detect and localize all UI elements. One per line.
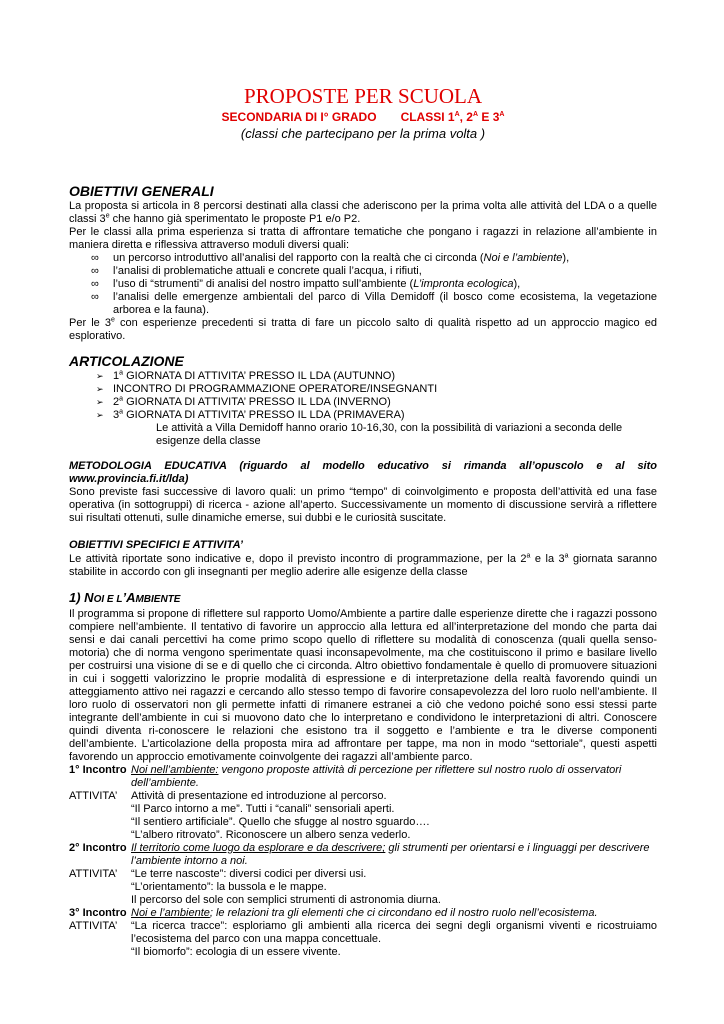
paragraph: Sono previste fasi successive di lavoro quali: un primo “tempo” di coinvolgimento e proposta dell’attività ed una fase operativa (in sottogruppi) di ricerca - azione all’aperto. Successivamente un momento di discussione servirà a riflettere sui risultati ottenuti, sulle dinamiche emerse, sui dubbi e le curiosità suscitate.	[69, 486, 657, 524]
section-heading-articolazione: ARTICOLAZIONE	[69, 353, 184, 369]
meeting-2	[69, 842, 657, 868]
meeting-1	[69, 764, 657, 790]
text: 1)	[69, 590, 85, 605]
paragraph	[69, 553, 657, 579]
text: 1	[113, 370, 120, 382]
text: e la 3	[530, 553, 565, 565]
activity-block	[69, 790, 657, 842]
document-page	[69, 84, 657, 959]
text	[131, 907, 657, 920]
text: gli strumenti per orientarsi e i linguaggi per descrivere l’ambiente intorno a noi.	[131, 842, 650, 867]
activity-lines	[131, 868, 657, 907]
infinity-bullet-icon: ∞	[91, 291, 99, 303]
list-item	[69, 409, 657, 422]
text: un percorso introduttivo all’analisi del rapporto con la realtà che ci circonda (	[113, 252, 484, 264]
list-item	[69, 396, 657, 409]
infinity-bullet-icon: ∞	[91, 252, 99, 264]
page-subnote: (classi che partecipano per la prima volta )	[240, 126, 486, 141]
superscript: e	[105, 212, 110, 220]
methodology-heading	[69, 460, 657, 486]
text: L’impronta ecologica	[413, 278, 514, 290]
activity-line: “Il Parco intorno a me”. Tutti i “canali” sensoriali aperti.	[131, 803, 395, 815]
section-heading-obiettivi: OBIETTIVI GENERALI	[69, 183, 214, 199]
list-item	[69, 278, 657, 291]
activity-line: “L’orientamento”: la bussola e le mappe.	[131, 881, 327, 893]
activity-line: “L’albero ritrovato”. Riconoscere un albero senza vederlo.	[131, 829, 411, 841]
text: giornata saranno stabilite in accordo con gli insegnanti per meglio aderire alle esigenze della classe	[69, 553, 657, 578]
infinity-bullet-icon: ∞	[91, 265, 99, 277]
superscript: A	[454, 111, 460, 118]
text: (riguardo al modello educativo si rimanda all’opuscolo e al sito www.provincia.fi.it/lda)	[69, 460, 657, 485]
text: l’analisi delle emergenze ambientali del parco di Villa Demidoff (il bosco come ecosistema, la vegetazione arborea e la fauna).	[113, 291, 657, 316]
activity-line: “Il biomorfo”: ecologia di un essere vivente.	[131, 946, 341, 958]
text: OI E L	[93, 594, 123, 605]
text: che hanno già sperimentato le proposte P1 e/o P2.	[109, 213, 361, 225]
schedule-list	[69, 370, 657, 422]
text: ),	[513, 278, 521, 290]
text: ’A	[122, 590, 136, 605]
subtitle-grade: SECONDARIA DI I° GRADO	[221, 110, 377, 124]
superscript: a	[526, 552, 531, 560]
page-subtitle	[69, 110, 657, 125]
text: l’analisi di problematiche attuali e concrete quali l’acqua, i rifiuti,	[113, 265, 422, 277]
list-item	[69, 383, 657, 396]
text: GIORNATA DI ATTIVITA’ PRESSO IL LDA (AUTUNNO)	[123, 370, 396, 382]
activity-line: Attività di presentazione ed introduzione al percorso.	[131, 790, 387, 802]
infinity-bullet-icon: ∞	[91, 278, 99, 290]
superscript: e	[111, 316, 115, 324]
text: METODOLOGIA EDUCATIVA	[69, 460, 227, 472]
meeting-3	[69, 907, 657, 920]
superscript: A	[499, 111, 505, 118]
meeting-row	[69, 842, 657, 868]
schedule-note: Le attività a Villa Demidoff hanno orario 10-16,30, con la possibilità di variazioni a seconda delle esigenze della classe	[156, 422, 623, 447]
activity-line: “Il sentiero artificiale”. Quello che sfugge al nostro sguardo….	[131, 816, 430, 828]
paragraph: Per le classi alla prima esperienza si tratta di affrontare tematiche che pongano i ragazzi in relazione all’ambiente in maniera diretta e riflessiva attraverso moduli diversi quali:	[69, 226, 657, 251]
paragraph	[69, 317, 657, 343]
text: GIORNATA DI ATTIVITA’ PRESSO IL LDA (INVERNO)	[123, 396, 391, 408]
text: Noi nell’ambiente:	[131, 764, 219, 776]
text: vengono proposte attività di percezione per riflettere sul nostro ruolo di osservatori dell’ambiente.	[131, 764, 622, 789]
text: Per le 3	[69, 317, 112, 329]
list-item	[69, 291, 657, 317]
text: Il territorio come luogo da esplorare e da descrivere;	[131, 842, 386, 854]
arrow-bullet-icon: ➢	[96, 397, 104, 407]
text: ; le relazioni tra gli elementi che ci circondano ed il nostro ruolo nell’ecosistema.	[209, 907, 598, 919]
superscript: a	[119, 395, 124, 403]
superscript: A	[472, 111, 479, 118]
text	[131, 764, 657, 790]
superscript: a	[564, 552, 569, 560]
text: INCONTRO DI PROGRAMMAZIONE OPERATORE/INSEGNANTI	[113, 383, 438, 395]
activity-label: ATTIVITA’	[69, 920, 118, 932]
text: La proposta si articola in 8 percorsi destinati alla classi che aderiscono per la prima volta alle attività del LDA o a quelle classi 3	[69, 200, 657, 225]
objectives-list	[69, 252, 657, 317]
activity-lines	[131, 920, 657, 959]
paragraph: Il programma si propone di riflettere sul rapporto Uomo/Ambiente a partire dalle esperienze dirette che i ragazzi possono compiere nell’ambiente. Il tentativo di favorire un approccio alla lettura ed all’interpretazione del mondo che parta dai sensi e dai canali percettivi ha come primo scopo quello di riflettere su modalità di conoscenza (quali quella senso-motoria) che di norma vengono sperimentate quasi inconsapevolmente, ma che costituiscono il primo e basilare livello per costruirsi una visione di se e di quello che ci circonda. Altro obiettivo fondamentale è quello di promuovere situazioni in cui i soggetti valorizzino le proprie modalità di espressione e di interpretazione della realtà favorendo quindi un atteggiamento attivo nei ragazzi e cercando allo stesso tempo di favorire consapevolezza del loro ruolo nell’ambiente. Il loro ruolo di osservatori non gli permette infatti di rimanere estranei a ciò che vedono poiché sono essi stessi parte integrante dell’ambiente in cui si muovono dato che lo interpretano e condividono le interpretazioni di altri. Conoscere quindi diventa ri-conoscere le relazioni che esistono tra il soggetto e l’ambiente e tra le diverse componenti dell’ambiente. L’articolazione della proposta mira ad affrontare per tappe, ma non in modo “settoriale”, questi aspetti favorendo un approccio emotivamente coinvolgente dei ragazzi all’ambiente parco.	[69, 608, 657, 763]
list-item	[69, 265, 657, 278]
section-heading-noi	[69, 590, 657, 608]
text: 3	[113, 409, 120, 421]
page-title: PROPOSTE PER SCUOLA	[243, 84, 483, 108]
activity-line: “Le terre nascoste”: diversi codici per diversi usi.	[131, 868, 367, 880]
text: N	[84, 590, 94, 605]
activity-label: ATTIVITA’	[69, 790, 118, 802]
arrow-bullet-icon: ➢	[96, 371, 104, 381]
activity-block	[69, 868, 657, 907]
text: ),	[562, 252, 570, 264]
meeting-label: 1° Incontro	[69, 764, 127, 776]
meeting-label: 2° Incontro	[69, 842, 127, 854]
text: con esperienze precedenti si tratta di fare un piccolo salto di qualità rispetto ad un approccio magico ed esplorativo.	[69, 317, 657, 342]
meeting-label: 3° Incontro	[69, 907, 127, 919]
superscript: a	[119, 408, 124, 416]
text: l’uso di “strumenti” di analisi del nostro impatto sull’ambiente (	[113, 278, 414, 290]
subtitle-separator: , 2	[459, 110, 473, 124]
text: MBIENTE	[135, 594, 181, 605]
subtitle-classes: CLASSI 1	[400, 110, 455, 124]
text: Noi e l’ambiente	[131, 907, 210, 919]
text: 2	[113, 396, 120, 408]
activity-lines	[131, 790, 657, 842]
activity-line: “La ricerca tracce”: esploriamo gli ambienti alla ricerca dei segni degli organismi viventi e ricostruiamo l’ecosistema del parco con una mappa concettuale.	[131, 920, 657, 945]
section-heading-specifici: OBIETTIVI SPECIFICI E ATTIVITA’	[69, 539, 243, 551]
activity-block	[69, 920, 657, 959]
activity-line: Il percorso del sole con semplici strumenti di astronomia diurna.	[131, 894, 441, 906]
activity-label: ATTIVITA’	[69, 868, 118, 880]
superscript: a	[119, 369, 124, 377]
meeting-row	[69, 907, 657, 920]
text: GIORNATA DI ATTIVITA’ PRESSO IL LDA (PRIMAVERA)	[123, 409, 405, 421]
list-item	[69, 370, 657, 383]
text	[131, 842, 657, 868]
text: Noi e l’ambiente	[483, 252, 563, 264]
arrow-bullet-icon: ➢	[96, 384, 104, 394]
subtitle-separator: E 3	[478, 110, 500, 124]
list-item	[69, 252, 657, 265]
arrow-bullet-icon: ➢	[96, 410, 104, 420]
text: Le attività riportate sono indicative e, dopo il previsto incontro di programmazione, per la 2	[69, 553, 527, 565]
meeting-row	[69, 764, 657, 790]
paragraph	[69, 200, 657, 226]
